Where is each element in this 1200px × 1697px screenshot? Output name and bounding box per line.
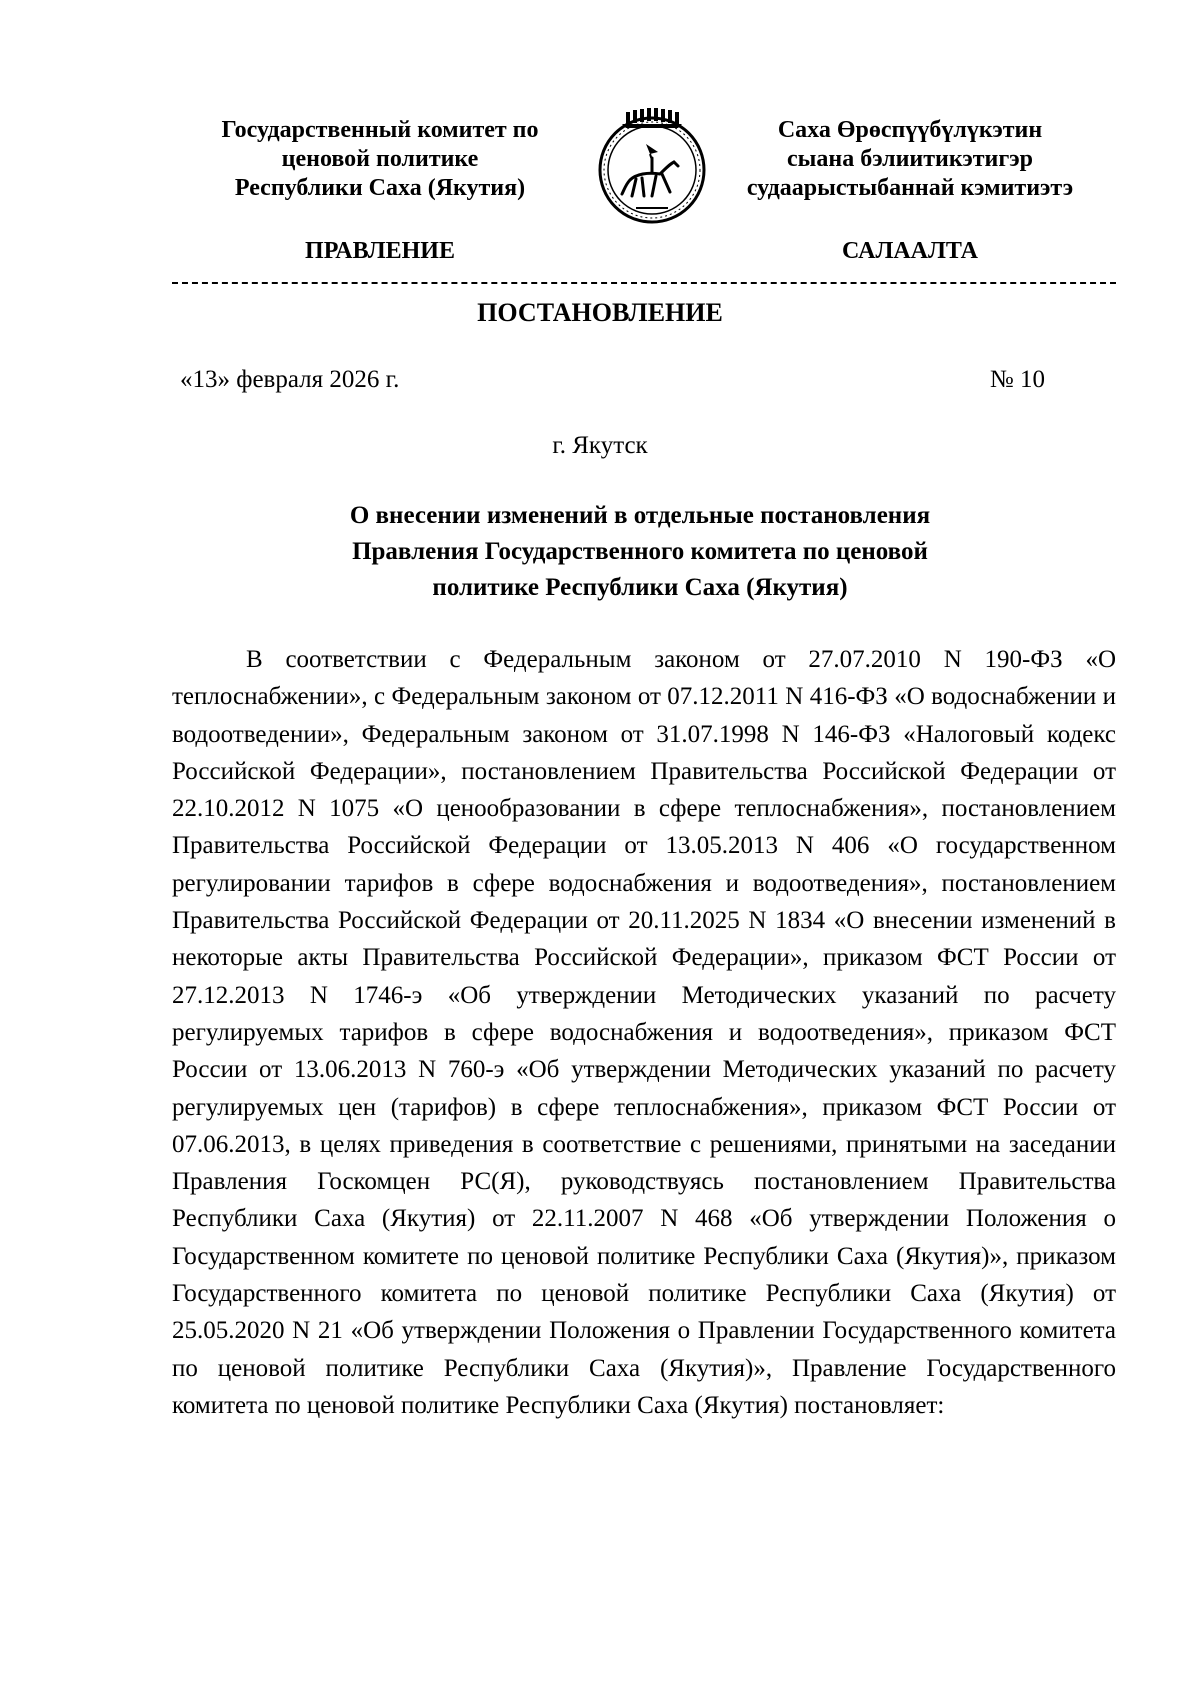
org-ru-line-2: ценовой политике <box>281 146 479 172</box>
organization-name-sakha <box>720 116 1100 203</box>
title-line-2: Правления Государственного комитета по ценовой <box>352 538 928 565</box>
document-title <box>200 498 1080 606</box>
board-label-russian: ПРАВЛЕНИЕ <box>305 238 455 264</box>
document-date: «13» февраля 2026 г. <box>180 366 400 393</box>
org-sakha-line-2: сыана бэлиитикэтигэр <box>786 146 1033 172</box>
emblem-graphic <box>592 108 712 228</box>
body-paragraph: В соответствии с Федеральным законом от 27.07.2010 N 190-ФЗ «О теплоснабжении», с Федеральным законом от 07.12.2011 N 416-ФЗ «О водоснабжении и водоотведении», Федеральным законом от 31.07.1998 N 146-ФЗ «Налоговый кодекс Российской Федерации», постановлением Правительства Российской Федерации от 22.10.2012 N 1075 «О ценообразовании в сфере теплоснабжения», постановлением Правительства Российской Федерации от 13.05.2013 N 406 «О государственном регулировании тарифов в сфере водоснабжения и водоотведения», постановлением Правительства Российской Федерации от 20.11.2025 N 1834 «О внесении изменений в некоторые акты Правительства Российской Федерации», приказом ФСТ России от 27.12.2013 N 1746-э «Об утверждении Методических указаний по расчету регулируемых тарифов в сфере водоснабжения и водоотведения», приказом ФСТ России от 13.06.2013 N 760-э «Об утверждении Методических указаний по расчету регулируемых цен (тарифов) в сфере теплоснабжения», приказом ФСТ России от 07.06.2013, в целях приведения в соответствие с решениями, принятыми на заседании Правления Госкомцен РС(Я), руководствуясь постановлением Правительства Республики Саха (Якутия) от 22.11.2007 N 468 «Об утверждении Положения о Государственном комитете по ценовой политике Республики Саха (Якутия)», приказом Государственного комитета по ценовой политике Республики Саха (Якутия) от 25.05.2020 N 21 «Об утверждении Положения о Правлении Государственного комитета по ценовой политике Республики Саха (Якутия)», Правление Государственного комитета по ценовой политике Республики Саха (Якутия) постановляет: <box>172 646 1116 1419</box>
document-number: № 10 <box>989 366 1045 393</box>
dashed-divider <box>172 282 1116 284</box>
organization-name-russian <box>180 116 580 203</box>
board-label-sakha: САЛААЛТА <box>841 238 979 264</box>
coat-of-arms-icon <box>592 108 712 228</box>
org-sakha-line-3: судаарыстыбаннай кэмитиэтэ <box>746 175 1074 201</box>
org-ru-line-1: Государственный комитет по <box>221 117 539 143</box>
org-sakha-line-1: Саха Өрөспүүбүлүкэтин <box>777 117 1043 143</box>
document-city: г. Якутск <box>552 432 648 459</box>
title-line-1: О внесении изменений в отдельные постановления <box>349 502 931 529</box>
document-type: ПОСТАНОВЛЕНИЕ <box>477 298 723 327</box>
org-ru-line-3: Республики Саха (Якутия) <box>234 175 526 201</box>
title-line-3: политике Республики Саха (Якутия) <box>432 574 848 601</box>
